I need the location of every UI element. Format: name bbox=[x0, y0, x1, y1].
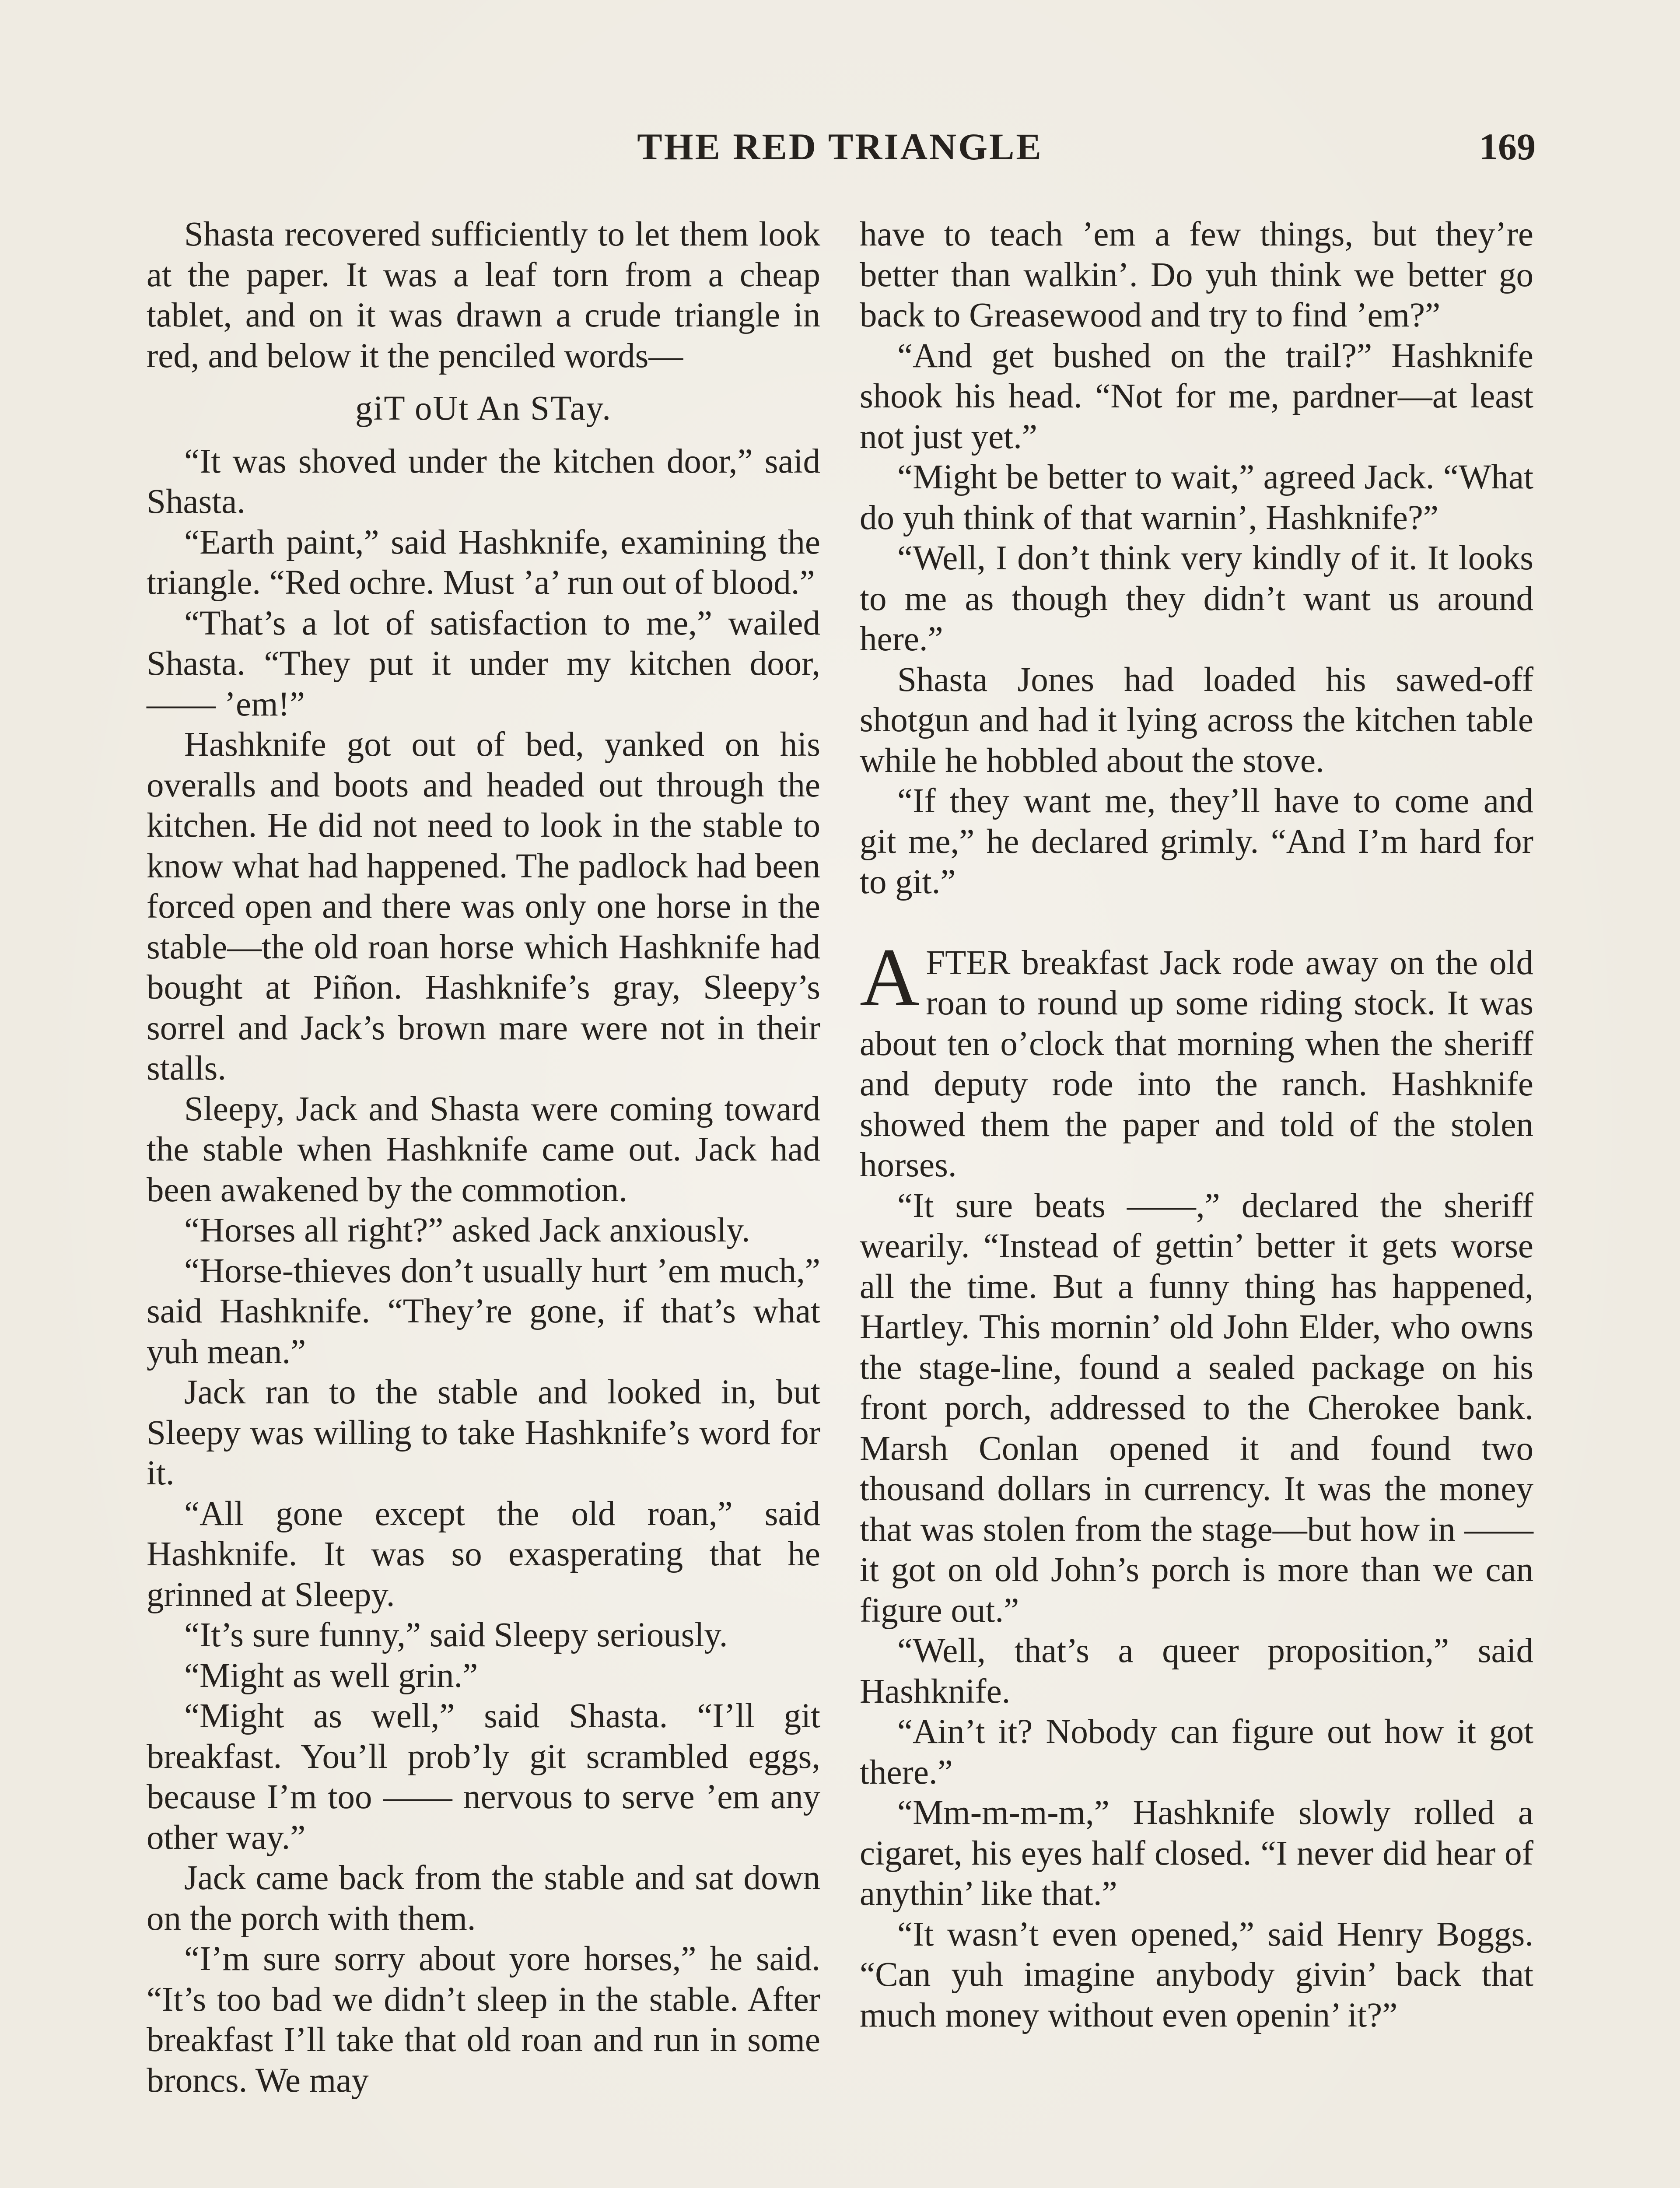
paragraph: “It was shoved under the kitchen door,” said Shasta. bbox=[147, 442, 820, 521]
paragraph: “Mm-m-m-m,” Hashknife slowly rolled a cigaret, his eyes half closed. “I never did hear of anythin’ like that.” bbox=[860, 1794, 1533, 1913]
drop-cap: A bbox=[860, 931, 920, 1024]
paragraph: “Horses all right?” asked Jack anxiously. bbox=[184, 1211, 750, 1249]
paragraph: Hashknife got out of bed, yanked on his overalls and boots and headed out through the kitchen. He did not need to look in the stable to know what had happened. The padlock had been forced open and there was only one horse in the stable—the old roan horse which Hashknife had bought at Piñon. Hashknife’s gray, Sleepy’s sorrel and Jack’s brown mare were not in their stalls. bbox=[147, 726, 820, 1087]
paragraph: “Might be better to wait,” agreed Jack. “What do yuh think of that warnin’, Hashknife?” bbox=[860, 458, 1533, 537]
paragraph: “Earth paint,” said Hashknife, examining the triangle. “Red ochre. Must ’a’ run out of blood.” bbox=[147, 523, 820, 602]
penciled-note: giT oUt An STay. bbox=[355, 389, 612, 428]
paragraph: “It’s sure funny,” said Sleepy seriously. bbox=[184, 1616, 728, 1654]
right-column bbox=[860, 214, 1533, 2036]
paragraph: “And get bushed on the trail?” Hashknife shook his head. “Not for me, pardner—at least not just yet.” bbox=[860, 337, 1533, 456]
paragraph: Jack ran to the stable and looked in, but Sleepy was willing to take Hashknife’s word for it. bbox=[147, 1373, 820, 1492]
paragraph: “It sure beats ——,” declared the sheriff wearily. “Instead of gettin’ better it gets worse all the time. But a funny thing has happened, Hartley. This mornin’ old John Elder, who owns the stage-line, found a sealed package on his front porch, addressed to the Cherokee bank. Marsh Conlan opened it and found two thousand dollars in currency. It was the money that was stolen from the stage—but how in —— it got on old John’s porch is more than we can figure out.” bbox=[860, 1186, 1533, 1630]
paragraph: have to teach ’em a few things, but they’re better than walkin’. Do yuh think we better go back to Greasewood and try to find ’em?” bbox=[860, 215, 1533, 334]
paragraph: “Well, that’s a queer proposition,” said Hashknife. bbox=[860, 1632, 1533, 1711]
left-column bbox=[147, 214, 820, 2101]
paragraph: “Horse-thieves don’t usually hurt ’em much,” said Hashknife. “They’re gone, if that’s what yuh mean.” bbox=[147, 1252, 820, 1371]
paragraph: “All gone except the old roan,” said Hashknife. It was so exasperating that he grinned at Sleepy. bbox=[147, 1494, 820, 1614]
paragraph: “I’m sure sorry about yore horses,” he said. “It’s too bad we didn’t sleep in the stable. After breakfast I’ll take that old roan and run in some broncs. We may bbox=[147, 1940, 820, 2100]
paragraph: “If they want me, they’ll have to come and git me,” he declared grimly. “And I’m hard for to git.” bbox=[860, 782, 1533, 901]
paragraph: “Well, I don’t think very kindly of it. It looks to me as though they didn’t want us around here.” bbox=[860, 539, 1533, 658]
paragraph: “That’s a lot of satisfaction to me,” wailed Shasta. “They put it under my kitchen door, —— ’em!” bbox=[147, 604, 820, 723]
paragraph: Shasta Jones had loaded his sawed-off shotgun and had it lying across the kitchen table while he hobbled about the stove. bbox=[860, 660, 1533, 780]
page-number: 169 bbox=[1479, 126, 1536, 168]
paragraph: Sleepy, Jack and Shasta were coming toward the stable when Hashknife came out. Jack had been awakened by the commotion. bbox=[147, 1090, 820, 1209]
paragraph: Jack came back from the stable and sat down on the porch with them. bbox=[147, 1859, 820, 1938]
paragraph: “Might as well grin.” bbox=[184, 1656, 478, 1695]
paragraph: “It wasn’t even opened,” said Henry Boggs. “Can yuh imagine anybody givin’ back that much money without even openin’ it?” bbox=[860, 1915, 1533, 2034]
running-title: THE RED TRIANGLE bbox=[637, 126, 1043, 168]
paragraph: “Might as well,” said Shasta. “I’ll git breakfast. You’ll prob’ly git scrambled eggs, because I’m too —— nervous to serve ’em any other way.” bbox=[147, 1697, 820, 1857]
section-opening-paragraph bbox=[860, 931, 1533, 1186]
paragraph: Shasta recovered sufficiently to let them look at the paper. It was a leaf torn from a cheap tablet, and on it was drawn a crude triangle in red, and below it the penciled words— bbox=[147, 215, 820, 375]
page-header bbox=[144, 125, 1536, 173]
paragraph: “Ain’t it? Nobody can figure out how it got there.” bbox=[860, 1713, 1533, 1792]
paragraph-text: FTER breakfast Jack rode away on the old roan to round up some riding stock. It was about ten o’clock that morning when the sheriff and deputy rode into the ranch. Hashknife showed them the paper and told of the stolen horses. bbox=[860, 943, 1533, 1184]
